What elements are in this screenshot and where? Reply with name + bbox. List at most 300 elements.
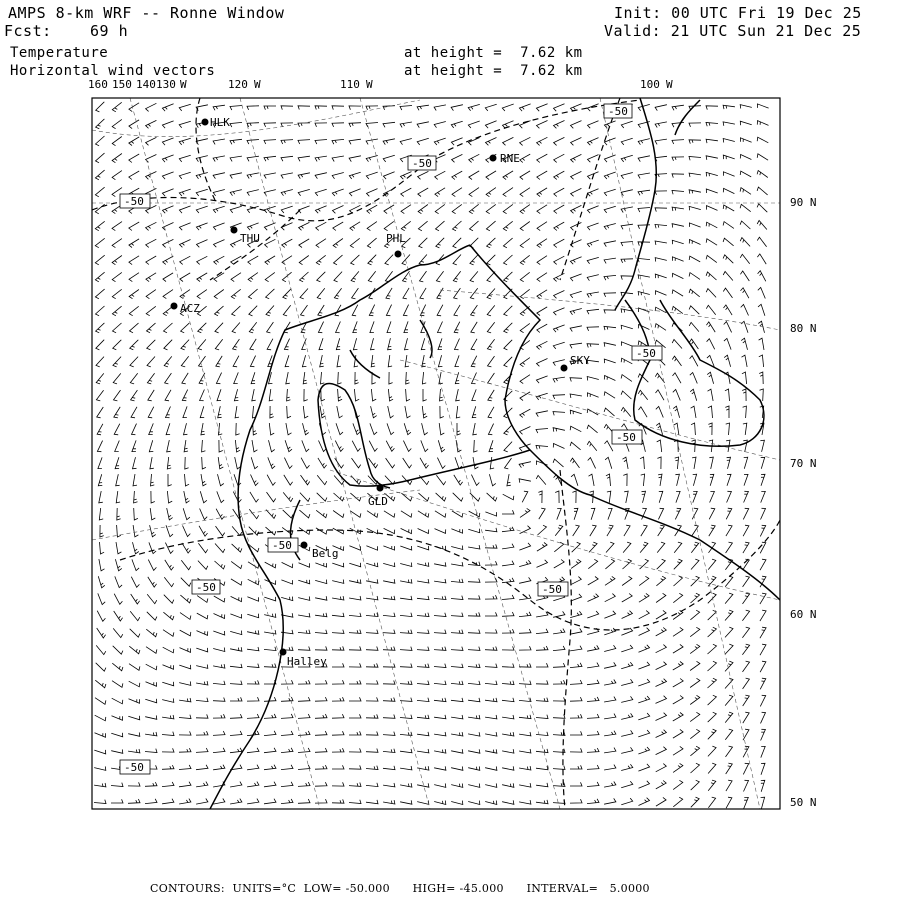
wind-barb	[134, 491, 138, 503]
wind-barb	[555, 525, 563, 536]
wind-barb	[621, 190, 633, 196]
wind-barb	[213, 190, 225, 196]
wind-barb	[215, 544, 225, 553]
wind-barb	[708, 678, 717, 688]
wind-barb	[723, 172, 734, 176]
wind-barb	[349, 613, 361, 617]
wind-barb	[504, 306, 513, 316]
wind-barb	[403, 305, 408, 316]
wind-barb	[100, 542, 105, 554]
wind-barb	[112, 681, 123, 688]
wind-barb	[264, 714, 276, 719]
wind-barb	[554, 205, 564, 214]
wind-barb	[723, 222, 734, 229]
wind-barb	[504, 442, 512, 452]
wind-barb	[367, 511, 378, 518]
wind-barb	[743, 423, 747, 435]
wind-barb	[676, 491, 680, 502]
wind-barb	[417, 664, 429, 668]
wind-barb	[557, 508, 561, 519]
wind-barb	[740, 271, 749, 281]
wind-barb	[253, 423, 257, 435]
wind-barb	[129, 646, 140, 654]
wind-barb	[709, 457, 713, 469]
wind-barb	[350, 511, 361, 518]
wind-barb	[336, 338, 340, 349]
wind-barb	[454, 475, 463, 485]
wind-barb	[553, 395, 565, 399]
station-label: THU	[240, 232, 260, 245]
valid-time: Valid: 21 UTC Sun 21 Dec 25	[604, 22, 862, 40]
wind-barb	[520, 154, 530, 162]
wind-barb	[231, 596, 242, 601]
wind-barb	[406, 389, 410, 401]
wind-barb	[587, 799, 599, 804]
wind-barb	[401, 188, 412, 196]
wind-barb	[112, 272, 122, 281]
wind-barb	[145, 782, 157, 786]
wind-barb	[248, 289, 257, 299]
wind-barb	[367, 189, 378, 197]
wind-barb	[383, 630, 395, 634]
wind-barb	[197, 596, 208, 603]
wind-barb	[332, 580, 344, 584]
wind-barb	[417, 105, 429, 110]
wind-barb	[337, 406, 343, 418]
wind-barb	[760, 644, 766, 655]
wind-barb	[349, 546, 360, 551]
wind-barb	[164, 340, 172, 350]
wind-barb	[604, 782, 616, 788]
wind-barb	[338, 372, 342, 384]
wind-barb	[298, 782, 310, 786]
wind-barb	[162, 748, 174, 752]
wind-barb	[96, 340, 104, 350]
wind-barb	[759, 372, 763, 384]
wind-barb	[281, 173, 293, 179]
wind-barb	[162, 104, 173, 111]
wind-barb	[761, 508, 766, 519]
wind-barb	[675, 457, 679, 469]
wind-barb	[349, 630, 361, 634]
wind-barb	[179, 681, 191, 685]
wind-barb	[333, 239, 343, 248]
wind-barb	[113, 628, 123, 637]
lon-label: W	[666, 78, 673, 91]
wind-barb	[536, 749, 548, 753]
wind-barb	[690, 389, 697, 401]
wind-barb	[197, 290, 207, 299]
wind-barb	[621, 138, 632, 145]
wind-barb	[520, 508, 530, 517]
wind-barb	[623, 457, 629, 469]
wind-barb	[638, 225, 650, 229]
wind-barb	[726, 508, 732, 519]
wind-barb	[690, 373, 698, 384]
wind-barb	[434, 698, 446, 702]
wind-barb	[604, 206, 616, 213]
wind-barb	[200, 491, 207, 503]
wind-barb	[706, 272, 716, 280]
wind-barb	[604, 310, 616, 314]
wind-barb	[691, 423, 695, 435]
wind-barb	[604, 326, 616, 330]
wind-barb	[587, 714, 599, 718]
wind-barb	[570, 731, 582, 735]
wind-barb	[451, 664, 463, 668]
wind-barb	[570, 611, 582, 617]
wind-barb	[539, 508, 545, 519]
wind-barb	[184, 440, 188, 452]
wind-barb	[485, 544, 497, 548]
wind-barb	[418, 221, 427, 231]
wind-barb	[570, 426, 581, 431]
wind-barb	[336, 322, 341, 333]
wind-barb	[168, 474, 172, 486]
wind-barb	[167, 491, 172, 503]
wind-barb	[487, 305, 495, 316]
wind-barb	[247, 697, 259, 701]
wind-barb	[604, 224, 616, 230]
wind-barb	[366, 680, 378, 684]
wind-barb	[519, 715, 531, 719]
wind-barb	[537, 560, 548, 568]
wind-barb	[435, 511, 446, 517]
wind-barb	[264, 597, 275, 601]
wind-barb	[468, 630, 480, 634]
wind-barb	[740, 121, 751, 125]
wind-barb	[383, 664, 395, 668]
wind-barb	[757, 254, 766, 264]
wind-barb	[673, 644, 683, 653]
wind-barb	[588, 155, 599, 163]
wind-barb	[570, 458, 579, 468]
wind-barb	[417, 122, 429, 128]
wind-barb	[553, 663, 565, 667]
wind-barb	[761, 729, 766, 740]
wind-barb	[655, 291, 666, 296]
wind-barb	[332, 173, 344, 179]
wind-barb	[131, 407, 137, 418]
wind-barb	[673, 390, 681, 401]
wind-barb	[131, 577, 139, 588]
wind-barb	[451, 562, 463, 566]
wind-barb	[536, 629, 548, 634]
wind-barb	[434, 138, 445, 145]
wind-barb	[470, 288, 477, 299]
wind-barb	[304, 389, 308, 401]
wind-barb	[318, 305, 324, 316]
wind-barb	[672, 174, 684, 178]
wind-barb	[281, 106, 293, 110]
wind-barb	[350, 493, 361, 501]
wind-barb	[757, 237, 766, 247]
wind-barb	[332, 646, 344, 650]
wind-barb	[352, 305, 358, 316]
wind-barb	[451, 105, 463, 111]
wind-barb	[247, 765, 259, 770]
wind-barb	[519, 732, 531, 736]
wind-barb	[388, 338, 392, 350]
wind-barb	[454, 305, 460, 316]
wind-barb	[269, 440, 275, 452]
wind-barb	[708, 780, 716, 791]
wind-barb	[468, 732, 480, 736]
wind-barb	[114, 407, 120, 418]
wind-barb	[587, 327, 599, 331]
wind-barb	[266, 289, 275, 299]
wind-barb	[553, 697, 565, 701]
wind-barb	[232, 323, 240, 333]
wind-barb	[760, 627, 766, 638]
wind-barb	[502, 749, 514, 753]
wind-barb	[315, 106, 327, 110]
wind-barb	[349, 172, 360, 179]
wind-barb	[554, 560, 564, 569]
wind-barb	[116, 491, 120, 503]
wind-barb	[129, 103, 139, 112]
wind-barb	[164, 323, 173, 333]
wind-barb	[743, 729, 749, 740]
wind-barb	[349, 680, 361, 684]
wind-barb	[146, 137, 157, 145]
wind-barb	[451, 630, 463, 634]
wind-barb	[213, 714, 225, 718]
wind-barb	[95, 733, 106, 738]
wind-barb	[133, 457, 137, 469]
wind-barb	[621, 662, 633, 669]
wind-barb	[163, 612, 174, 620]
wind-barb	[638, 139, 650, 145]
wind-barb	[451, 529, 462, 533]
wind-barb	[435, 188, 445, 197]
wind-barb	[181, 560, 190, 570]
wind-barb	[218, 406, 222, 418]
lon-label: 130	[156, 78, 176, 91]
wind-barb	[283, 492, 293, 501]
wind-barb	[435, 204, 445, 213]
wind-barb	[537, 188, 547, 197]
wind-barb	[315, 206, 326, 214]
wind-barb	[179, 799, 191, 804]
wind-barb	[181, 356, 188, 367]
wind-barb	[298, 697, 310, 701]
wind-barb	[133, 474, 137, 486]
wind-barb	[487, 322, 494, 333]
wind-barb	[162, 682, 173, 686]
wind-barb	[351, 255, 360, 265]
wind-barb	[642, 491, 646, 503]
wind-barb	[757, 121, 768, 126]
wind-barb	[298, 613, 310, 617]
wind-barb	[726, 746, 733, 757]
wind-barb	[197, 631, 208, 636]
wind-barb	[198, 323, 207, 333]
wind-barb	[486, 188, 496, 197]
wind-barb	[230, 206, 241, 213]
wind-barb	[333, 206, 344, 214]
wind-barb	[725, 593, 733, 604]
wind-barb	[656, 407, 664, 418]
wind-barb	[197, 256, 208, 264]
wind-barb	[638, 390, 648, 399]
wind-barb	[570, 680, 582, 684]
wind-barb	[301, 458, 309, 469]
wind-barb	[502, 595, 514, 600]
wind-barb	[316, 222, 327, 230]
wind-barb	[587, 680, 599, 685]
wind-barb	[129, 306, 138, 315]
wind-barb	[468, 681, 480, 685]
wind-barb	[95, 289, 104, 299]
wind-barb	[332, 782, 344, 786]
wind-barb	[332, 748, 344, 752]
wind-barb	[740, 204, 751, 211]
wind-barb	[98, 457, 102, 468]
wind-barb	[112, 663, 123, 671]
wind-barb	[349, 123, 361, 127]
lon-label: 150	[112, 78, 132, 91]
wind-barb	[162, 715, 174, 719]
wind-barb	[706, 239, 717, 245]
wind-barb	[758, 304, 765, 315]
wind-barb	[655, 105, 667, 111]
wind-barb	[604, 765, 616, 770]
wind-barb	[590, 525, 596, 536]
wind-barb	[638, 208, 650, 213]
wind-barb	[230, 190, 242, 196]
wind-barb	[201, 423, 205, 435]
wind-barb	[247, 647, 259, 651]
wind-barb	[708, 695, 717, 705]
wind-barb	[536, 715, 548, 719]
wind-barb	[706, 172, 718, 176]
wind-barb	[400, 647, 412, 651]
wind-barb	[520, 222, 530, 231]
wind-barb	[164, 577, 173, 586]
wind-barb	[249, 322, 256, 333]
wind-barb	[150, 508, 155, 520]
wind-barb	[760, 695, 765, 706]
wind-barb	[230, 647, 242, 651]
wind-barb	[456, 406, 460, 418]
wind-barb	[537, 273, 547, 282]
wind-barb	[219, 440, 223, 452]
wind-barb	[759, 355, 764, 367]
wind-barb	[706, 289, 716, 298]
wind-barb	[338, 389, 343, 401]
wind-barb	[485, 732, 497, 736]
wind-barb	[638, 747, 649, 754]
wind-barb	[369, 458, 378, 468]
wind-barb	[624, 491, 628, 503]
wind-barb	[183, 508, 190, 519]
wind-barb	[434, 647, 446, 651]
wind-barb	[672, 273, 683, 278]
wind-barb	[692, 440, 696, 452]
wind-barb	[282, 256, 292, 265]
wind-barb	[162, 121, 173, 128]
wind-barb	[621, 276, 633, 280]
wind-barb	[417, 138, 429, 145]
wind-barb	[417, 749, 429, 753]
wind-barb	[710, 474, 714, 485]
wind-barb	[706, 222, 717, 228]
wind-barb	[520, 323, 530, 332]
wind-barb	[725, 610, 733, 620]
wind-barb	[571, 577, 582, 585]
wind-barb	[639, 781, 650, 789]
wind-barb	[453, 255, 461, 265]
wind-barb	[504, 357, 512, 367]
wind-barb	[417, 698, 429, 702]
wind-barb	[183, 406, 187, 417]
wind-barb	[129, 699, 140, 704]
wind-barb	[113, 646, 123, 654]
wind-barb	[519, 749, 531, 753]
wind-barb	[621, 121, 632, 128]
wind-barb	[302, 440, 309, 451]
wind-barb	[349, 189, 360, 196]
wind-barb	[247, 106, 259, 110]
wind-barb	[536, 612, 548, 617]
wind-barb	[216, 356, 222, 367]
wind-barb	[553, 444, 564, 449]
wind-barb	[247, 714, 259, 718]
wind-barb	[690, 695, 700, 704]
wind-barb	[264, 156, 276, 161]
wind-barb	[247, 799, 259, 804]
wind-barb	[332, 731, 344, 735]
wind-barb	[231, 273, 241, 282]
wind-barb	[163, 665, 174, 670]
wind-barb	[94, 766, 106, 770]
wind-barb	[146, 222, 157, 230]
wind-barb	[571, 188, 582, 196]
wind-barb	[404, 423, 411, 434]
wind-barb	[151, 491, 155, 503]
wind-barb	[689, 322, 699, 331]
wind-barb	[366, 732, 378, 736]
wind-barb	[234, 372, 239, 383]
wind-barb	[235, 440, 240, 452]
wind-barb	[298, 680, 310, 684]
lon-label: W	[254, 78, 261, 91]
wind-barb	[350, 222, 360, 231]
wind-barb	[202, 457, 206, 469]
temperature-contours	[92, 98, 780, 809]
wind-barb	[383, 715, 395, 719]
wind-barb	[247, 156, 259, 161]
wind-barb	[400, 596, 412, 600]
wind-barb	[742, 389, 746, 401]
wind-barb	[366, 697, 378, 701]
wind-barb	[503, 238, 512, 248]
wind-barb	[743, 661, 750, 672]
wind-barb	[315, 748, 327, 752]
wind-barb	[519, 681, 531, 685]
wind-barb	[112, 119, 122, 128]
wind-barb	[117, 525, 121, 537]
wind-barb	[554, 171, 565, 179]
wind-barb	[383, 596, 395, 600]
wind-barb	[96, 645, 106, 654]
wind-barb	[420, 305, 425, 316]
wind-barb	[553, 715, 565, 719]
wind-barb	[332, 596, 344, 600]
wind-barb	[250, 356, 255, 367]
wind-barb	[251, 475, 259, 486]
